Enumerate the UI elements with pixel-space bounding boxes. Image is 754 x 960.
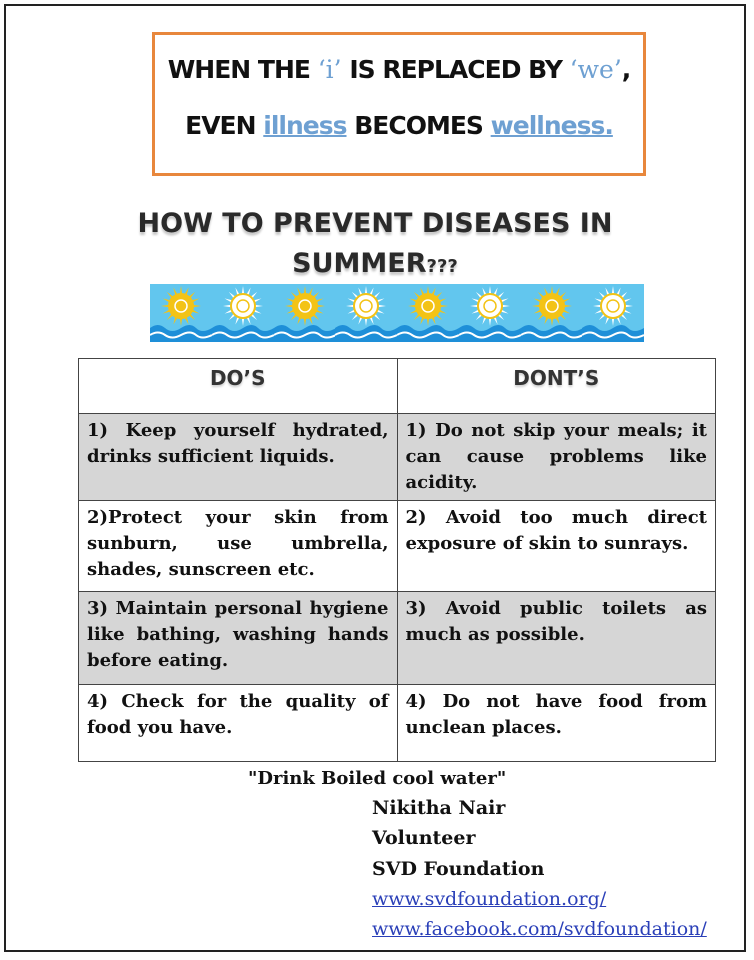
quote-text: BECOMES <box>354 111 483 140</box>
sun-strip <box>150 284 644 342</box>
table-row <box>79 414 716 501</box>
table-row <box>79 685 716 762</box>
dont-cell: 2) Avoid too much direct exposure of skin to sunrays. <box>397 501 716 592</box>
table-header-row <box>79 359 716 414</box>
header-dos: DO’S <box>79 359 398 414</box>
title-line-2 <box>6 244 744 287</box>
title-word: SUMMER <box>292 248 427 279</box>
table-row <box>79 501 716 592</box>
dont-cell: 1) Do not skip your meals; it can cause problems like acidity. <box>397 414 716 501</box>
do-cell: 1) Keep yourself hydrated, drinks sufficient liquids. <box>79 414 398 501</box>
dont-cell: 4) Do not have food from unclean places. <box>397 685 716 762</box>
sun-icon <box>582 284 644 342</box>
do-cell: 2)Protect your skin from sunburn, use umbrella, shades, sunscreen etc. <box>79 501 398 592</box>
author-role: Volunteer <box>372 827 476 849</box>
sun-icon <box>335 284 397 342</box>
website-link[interactable]: www.svdfoundation.org/ <box>372 888 607 910</box>
sun-icon <box>521 284 583 342</box>
sun-icon <box>274 284 336 342</box>
title-line-1: HOW TO PREVENT DISEASES IN <box>137 208 613 239</box>
title-marks: ??? <box>426 256 458 277</box>
quote-text: IS REPLACED BY <box>349 55 562 84</box>
quote-text: EVEN <box>185 111 256 140</box>
quote-i: ‘i’ <box>317 55 342 84</box>
header-donts: DONT’S <box>397 359 716 414</box>
organization-name: SVD Foundation <box>372 858 545 880</box>
quote-line-1 <box>155 55 643 84</box>
do-cell: 4) Check for the quality of food you have. <box>79 685 398 762</box>
author-name: Nikitha Nair <box>372 797 506 819</box>
table-row <box>79 592 716 685</box>
quote-wellness: wellness. <box>490 111 613 140</box>
quote-illness: illness <box>263 111 347 140</box>
do-cell: 3) Maintain personal hygiene like bathing, washing hands before eating. <box>79 592 398 685</box>
quote-line-2 <box>155 111 643 140</box>
facebook-link[interactable]: www.facebook.com/svdfoundation/ <box>372 918 707 940</box>
sun-icon <box>397 284 459 342</box>
dos-donts-table <box>78 358 716 762</box>
quote-comma: , <box>621 55 631 84</box>
quote-text: WHEN THE <box>167 55 310 84</box>
sun-icon <box>150 284 212 342</box>
dont-cell: 3) Avoid public toilets as much as possible. <box>397 592 716 685</box>
quote-we: ‘we’ <box>569 55 622 84</box>
sun-icon <box>459 284 521 342</box>
slogan: "Drink Boiled cool water" <box>248 768 507 789</box>
sun-icon <box>212 284 274 342</box>
poster <box>4 4 746 952</box>
page-title <box>6 204 744 287</box>
quote-box <box>152 32 646 176</box>
